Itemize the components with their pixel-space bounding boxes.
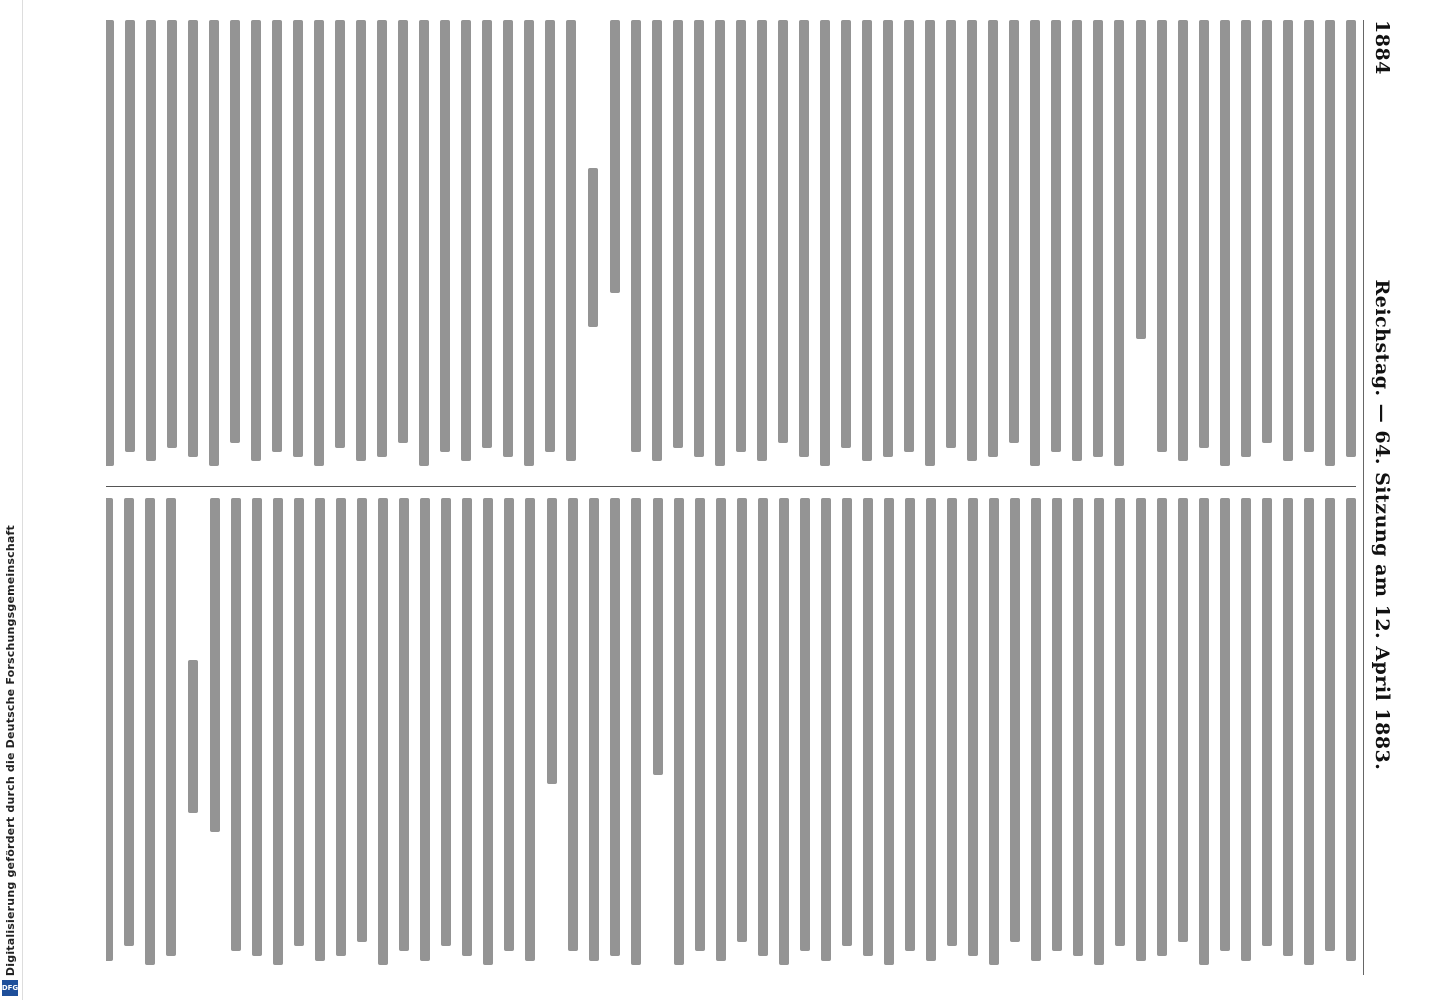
text-line-placeholder [884, 498, 894, 965]
page-number: 1884 [1371, 20, 1393, 75]
text-line-placeholder [925, 20, 935, 466]
text-line-placeholder [1325, 498, 1335, 951]
text-line-placeholder [1178, 498, 1188, 942]
text-line-placeholder [294, 498, 304, 946]
text-line-placeholder [988, 20, 998, 457]
text-line-placeholder [968, 498, 978, 956]
rotated-page [90, 20, 1400, 975]
text-line-placeholder [1136, 20, 1146, 339]
text-line-placeholder [737, 498, 747, 942]
text-line-placeholder [1178, 20, 1188, 461]
text-line-placeholder [1304, 20, 1314, 452]
text-line-placeholder [715, 20, 725, 466]
text-line-placeholder [778, 20, 788, 443]
right-paragraph [653, 498, 1356, 975]
text-line-placeholder [757, 20, 767, 461]
text-line-placeholder [779, 498, 789, 965]
text-line-placeholder [209, 20, 219, 466]
text-line-placeholder [440, 20, 450, 452]
text-line-placeholder [503, 20, 513, 457]
text-line-placeholder [610, 498, 620, 956]
text-line-placeholder [272, 20, 282, 452]
text-line-placeholder [420, 498, 430, 961]
text-line-placeholder [610, 20, 620, 293]
text-line-placeholder [483, 498, 493, 965]
text-line-placeholder [989, 498, 999, 965]
text-line-placeholder [1304, 498, 1314, 965]
text-line-placeholder [589, 498, 599, 961]
text-line-placeholder [125, 20, 135, 452]
text-line-placeholder [1114, 20, 1124, 466]
text-line-placeholder [758, 498, 768, 956]
page-header [1363, 20, 1400, 975]
text-line-placeholder [336, 498, 346, 956]
text-line-placeholder [631, 498, 641, 965]
right-paragraph [188, 498, 198, 975]
text-line-placeholder [398, 20, 408, 443]
text-line-placeholder [1199, 20, 1209, 448]
text-line-placeholder [1136, 498, 1146, 961]
text-line-placeholder [863, 498, 873, 956]
text-line-placeholder [736, 20, 746, 452]
text-line-placeholder [166, 498, 176, 956]
text-line-placeholder [1220, 20, 1230, 466]
text-line-placeholder [1031, 498, 1041, 961]
text-line-placeholder [566, 20, 576, 461]
text-line-placeholder [461, 20, 471, 461]
text-line-placeholder [905, 498, 915, 951]
text-line-placeholder [1051, 20, 1061, 452]
text-line-placeholder [106, 20, 114, 466]
text-line-placeholder [694, 20, 704, 457]
text-line-placeholder [1115, 498, 1125, 946]
text-line-placeholder [1157, 20, 1167, 452]
page-content [90, 20, 1400, 975]
text-line-placeholder [357, 498, 367, 942]
text-line-placeholder [1241, 20, 1251, 457]
text-line-placeholder [1325, 20, 1335, 466]
text-line-placeholder [399, 498, 409, 951]
text-line-placeholder [1030, 20, 1040, 466]
text-line-placeholder [695, 498, 705, 951]
text-line-placeholder [1009, 20, 1019, 443]
text-line-placeholder [1220, 498, 1230, 951]
text-line-placeholder [273, 498, 283, 965]
header-title: Reichstag. — 64. Sitzung am 12. April 1883. [1371, 279, 1393, 771]
text-line-placeholder [841, 20, 851, 448]
text-line-placeholder [482, 20, 492, 448]
text-line-placeholder [568, 498, 578, 951]
text-line-placeholder [251, 20, 261, 461]
text-line-placeholder [335, 20, 345, 448]
right-column [106, 498, 1356, 975]
text-line-placeholder [547, 498, 557, 784]
text-line-placeholder [904, 20, 914, 452]
text-line-placeholder [524, 20, 534, 466]
text-line-placeholder [1010, 498, 1020, 942]
text-line-placeholder [378, 498, 388, 965]
text-line-placeholder [1157, 498, 1167, 956]
text-line-placeholder [799, 20, 809, 457]
text-line-placeholder [820, 20, 830, 466]
dfg-logo: DFG [2, 980, 18, 996]
text-line-placeholder [545, 20, 555, 452]
text-line-placeholder [1283, 498, 1293, 956]
footer-text: Digitalisierung gefördert durch die Deutsche Forschungsgemeinschaft [4, 524, 17, 976]
text-line-placeholder [525, 498, 535, 961]
left-paragraph [106, 20, 576, 475]
text-line-placeholder [946, 20, 956, 448]
text-line-placeholder [1199, 498, 1209, 965]
right-paragraph [210, 498, 535, 975]
text-line-placeholder [947, 498, 957, 946]
text-line-placeholder [441, 498, 451, 946]
text-line-placeholder [1241, 498, 1251, 961]
text-line-placeholder [504, 498, 514, 951]
text-line-placeholder [356, 20, 366, 461]
text-line-placeholder [883, 20, 893, 457]
text-line-placeholder [377, 20, 387, 457]
text-line-placeholder [1262, 20, 1272, 443]
text-line-placeholder [1346, 20, 1356, 457]
text-line-placeholder [314, 20, 324, 466]
left-paragraph [1136, 20, 1356, 475]
text-line-placeholder [1073, 498, 1083, 956]
text-line-placeholder [210, 498, 220, 832]
text-line-placeholder [652, 20, 662, 461]
text-line-placeholder [1072, 20, 1082, 461]
text-line-placeholder [716, 498, 726, 961]
text-line-placeholder [167, 20, 177, 448]
right-paragraph [106, 498, 176, 975]
text-line-placeholder [926, 498, 936, 961]
text-line-placeholder [188, 20, 198, 457]
text-line-placeholder [252, 498, 262, 956]
text-line-placeholder [631, 20, 641, 452]
text-line-placeholder [188, 660, 198, 813]
left-paragraph [610, 20, 1124, 475]
text-line-placeholder [1093, 20, 1103, 457]
text-line-placeholder [821, 498, 831, 961]
text-line-placeholder [145, 498, 155, 965]
text-line-placeholder [124, 498, 134, 946]
text-line-placeholder [1094, 498, 1104, 965]
text-line-placeholder [1262, 498, 1272, 946]
text-line-placeholder [293, 20, 303, 457]
text-line-placeholder [1283, 20, 1293, 461]
text-line-placeholder [231, 498, 241, 951]
text-line-placeholder [230, 20, 240, 443]
text-line-placeholder [674, 498, 684, 965]
text-line-placeholder [842, 498, 852, 946]
text-line-placeholder [146, 20, 156, 461]
text-line-placeholder [419, 20, 429, 466]
text-line-placeholder [1052, 498, 1062, 951]
text-line-placeholder [462, 498, 472, 956]
column-divider [106, 486, 1356, 487]
footer-band [0, 0, 23, 1000]
text-line-placeholder [1346, 498, 1356, 961]
text-line-placeholder [106, 498, 113, 961]
right-paragraph [547, 498, 641, 975]
text-line-placeholder [588, 168, 598, 327]
text-line-placeholder [800, 498, 810, 951]
text-line-placeholder [967, 20, 977, 461]
left-paragraph [588, 20, 598, 475]
text-line-placeholder [315, 498, 325, 961]
text-line-placeholder [673, 20, 683, 448]
text-line-placeholder [653, 498, 663, 775]
left-column [106, 20, 1356, 475]
text-line-placeholder [862, 20, 872, 461]
